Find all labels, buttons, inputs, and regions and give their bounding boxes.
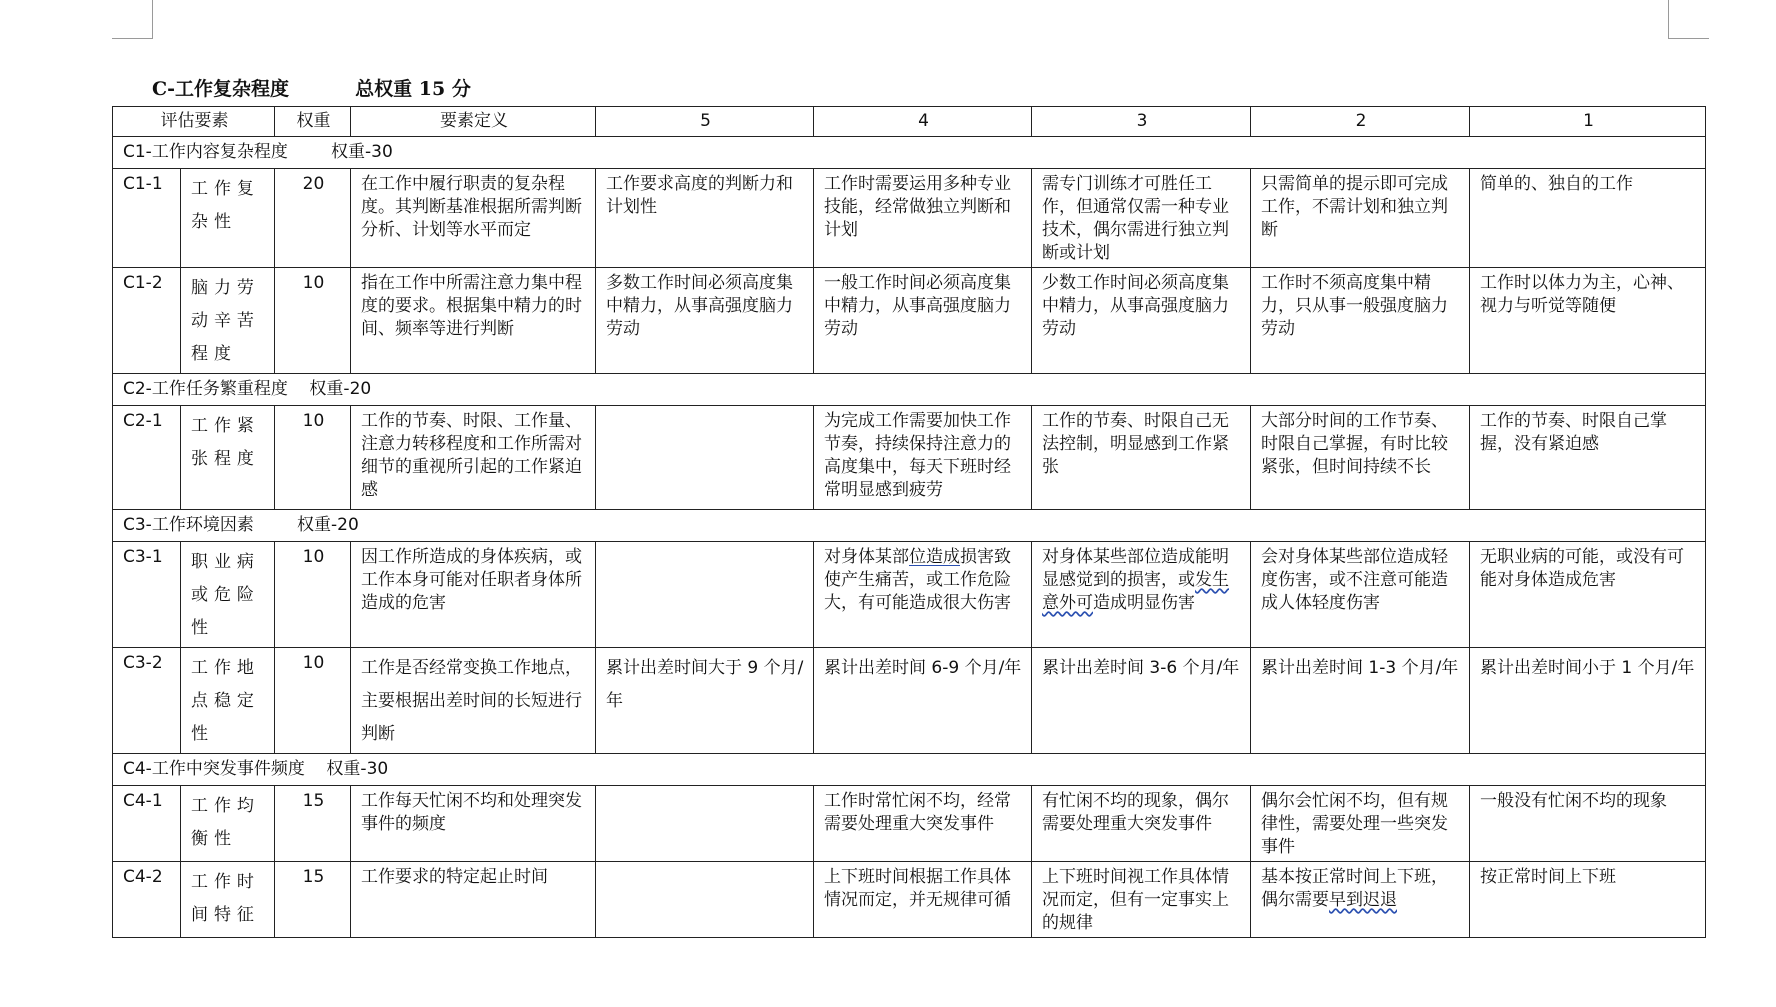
score-2-cell: 工作时不须高度集中精力，只从事一般强度脑力劳动 — [1251, 268, 1470, 374]
section-title: C1-工作内容复杂程度 权重-30 — [113, 137, 1706, 169]
page-corner-mark-top-left — [112, 0, 153, 39]
table-row — [113, 542, 1706, 648]
underlined-text: 早到迟退 — [1329, 890, 1397, 910]
heading-title: C-工作复杂程度 — [152, 78, 290, 100]
header-score-1: 1 — [1470, 107, 1706, 137]
heading-total-weight: 总权重 15 分 — [355, 78, 471, 100]
factor-code: C4-2 — [113, 862, 181, 938]
score-4-cell: 工作时需要运用多种专业技能，经常做独立判断和计划 — [814, 169, 1032, 268]
factor-definition: 工作每天忙闲不均和处理突发事件的频度 — [351, 786, 596, 862]
factor-definition: 工作是否经常变换工作地点，主要根据出差时间的长短进行判断 — [351, 648, 596, 754]
score-4-cell: 上下班时间根据工作具体情况而定，并无规律可循 — [814, 862, 1032, 938]
score-5-cell — [596, 786, 814, 862]
score-3-cell: 上下班时间视工作具体情况而定，但有一定事实上的规律 — [1032, 862, 1251, 938]
score-1-cell: 按正常时间上下班 — [1470, 862, 1706, 938]
header-weight: 权重 — [275, 107, 351, 137]
table-row — [113, 268, 1706, 374]
score-3-cell: 工作的节奏、时限自己无法控制，明显感到工作紧张 — [1032, 406, 1251, 510]
header-score-3: 3 — [1032, 107, 1251, 137]
section-row — [113, 374, 1706, 406]
score-3-cell: 少数工作时间必须高度集中精力，从事高强度脑力劳动 — [1032, 268, 1251, 374]
score-5-cell: 工作要求高度的判断力和计划性 — [596, 169, 814, 268]
table-row — [113, 862, 1706, 938]
header-score-4: 4 — [814, 107, 1032, 137]
factor-definition: 因工作所造成的身体疾病，或工作本身可能对任职者身体所造成的危害 — [351, 542, 596, 648]
score-1-cell: 工作时以体力为主，心神、视力与听觉等随便 — [1470, 268, 1706, 374]
factor-weight: 10 — [275, 648, 351, 754]
factor-code: C1-2 — [113, 268, 181, 374]
header-factor: 评估要素 — [113, 107, 275, 137]
factor-weight: 10 — [275, 406, 351, 510]
underlined-text: 发生意外可 — [1042, 570, 1229, 613]
factor-name: 工作均衡性 — [181, 786, 275, 862]
score-2-cell: 只需简单的提示即可完成工作，不需计划和独立判断 — [1251, 169, 1470, 268]
section-title: C2-工作任务繁重程度 权重-20 — [113, 374, 1706, 406]
table-row — [113, 406, 1706, 510]
factor-weight: 10 — [275, 268, 351, 374]
score-1-cell: 一般没有忙闲不均的现象 — [1470, 786, 1706, 862]
factor-weight: 10 — [275, 542, 351, 648]
table-header-row — [113, 107, 1706, 137]
factor-weight: 15 — [275, 786, 351, 862]
score-4-cell: 对身体某部位造成损害致使产生痛苦，或工作危险大，有可能造成很大伤害 — [814, 542, 1032, 648]
score-2-cell: 大部分时间的工作节奏、时限自己掌握，有时比较紧张，但时间持续不长 — [1251, 406, 1470, 510]
factor-definition: 工作的节奏、时限、工作量、注意力转移程度和工作所需对细节的重视所引起的工作紧迫感 — [351, 406, 596, 510]
score-4-cell: 为完成工作需要加快工作节奏，持续保持注意力的高度集中，每天下班时经常明显感到疲劳 — [814, 406, 1032, 510]
score-5-cell — [596, 862, 814, 938]
underlined-text: 位造成 — [909, 547, 960, 567]
factor-weight: 20 — [275, 169, 351, 268]
factor-name: 脑力劳动辛苦程度 — [181, 268, 275, 374]
score-4-cell: 一般工作时间必须高度集中精力，从事高强度脑力劳动 — [814, 268, 1032, 374]
factor-definition: 指在工作中所需注意力集中程度的要求。根据集中精力的时间、频率等进行判断 — [351, 268, 596, 374]
factor-definition: 在工作中履行职责的复杂程度。其判断基准根据所需判断分析、计划等水平而定 — [351, 169, 596, 268]
score-4-cell: 工作时常忙闲不均，经常需要处理重大突发事件 — [814, 786, 1032, 862]
score-3-cell: 对身体某些部位造成能明显感觉到的损害，或发生意外可造成明显伤害 — [1032, 542, 1251, 648]
page-corner-mark-top-right — [1668, 0, 1709, 39]
score-5-cell: 累计出差时间大于 9 个月/年 — [596, 648, 814, 754]
factor-code: C3-2 — [113, 648, 181, 754]
score-3-cell: 累计出差时间 3-6 个月/年 — [1032, 648, 1251, 754]
score-1-cell: 无职业病的可能，或没有可能对身体造成危害 — [1470, 542, 1706, 648]
factor-name: 工作时间特征 — [181, 862, 275, 938]
score-2-cell: 累计出差时间 1-3 个月/年 — [1251, 648, 1470, 754]
score-2-cell: 偶尔会忙闲不均，但有规律性，需要处理一些突发事件 — [1251, 786, 1470, 862]
score-3-cell: 有忙闲不均的现象，偶尔需要处理重大突发事件 — [1032, 786, 1251, 862]
section-title: C4-工作中突发事件频度 权重-30 — [113, 754, 1706, 786]
factor-name: 工作复杂性 — [181, 169, 275, 268]
factor-name: 工作紧张程度 — [181, 406, 275, 510]
score-4-cell: 累计出差时间 6-9 个月/年 — [814, 648, 1032, 754]
score-1-cell: 简单的、独自的工作 — [1470, 169, 1706, 268]
factor-code: C2-1 — [113, 406, 181, 510]
factor-weight: 15 — [275, 862, 351, 938]
factor-definition: 工作要求的特定起止时间 — [351, 862, 596, 938]
header-score-2: 2 — [1251, 107, 1470, 137]
score-2-cell: 基本按正常时间上下班，偶尔需要早到迟退 — [1251, 862, 1470, 938]
factor-code: C4-1 — [113, 786, 181, 862]
header-definition: 要素定义 — [351, 107, 596, 137]
score-5-cell — [596, 406, 814, 510]
section-row — [113, 510, 1706, 542]
section-title: C3-工作环境因素 权重-20 — [113, 510, 1706, 542]
header-score-5: 5 — [596, 107, 814, 137]
table-row — [113, 648, 1706, 754]
section-row — [113, 754, 1706, 786]
score-1-cell: 工作的节奏、时限自己掌握，没有紧迫感 — [1470, 406, 1706, 510]
score-2-cell: 会对身体某些部位造成轻度伤害，或不注意可能造成人体轻度伤害 — [1251, 542, 1470, 648]
evaluation-table — [112, 106, 1706, 938]
factor-name: 职业病或危险性 — [181, 542, 275, 648]
factor-code: C1-1 — [113, 169, 181, 268]
table-row — [113, 169, 1706, 268]
table-row — [113, 786, 1706, 862]
factor-name: 工作地点稳定性 — [181, 648, 275, 754]
score-3-cell: 需专门训练才可胜任工作，但通常仅需一种专业技术，偶尔需进行独立判断或计划 — [1032, 169, 1251, 268]
section-heading — [152, 74, 471, 101]
factor-code: C3-1 — [113, 542, 181, 648]
score-5-cell — [596, 542, 814, 648]
section-row — [113, 137, 1706, 169]
score-1-cell: 累计出差时间小于 1 个月/年 — [1470, 648, 1706, 754]
score-5-cell: 多数工作时间必须高度集中精力，从事高强度脑力劳动 — [596, 268, 814, 374]
